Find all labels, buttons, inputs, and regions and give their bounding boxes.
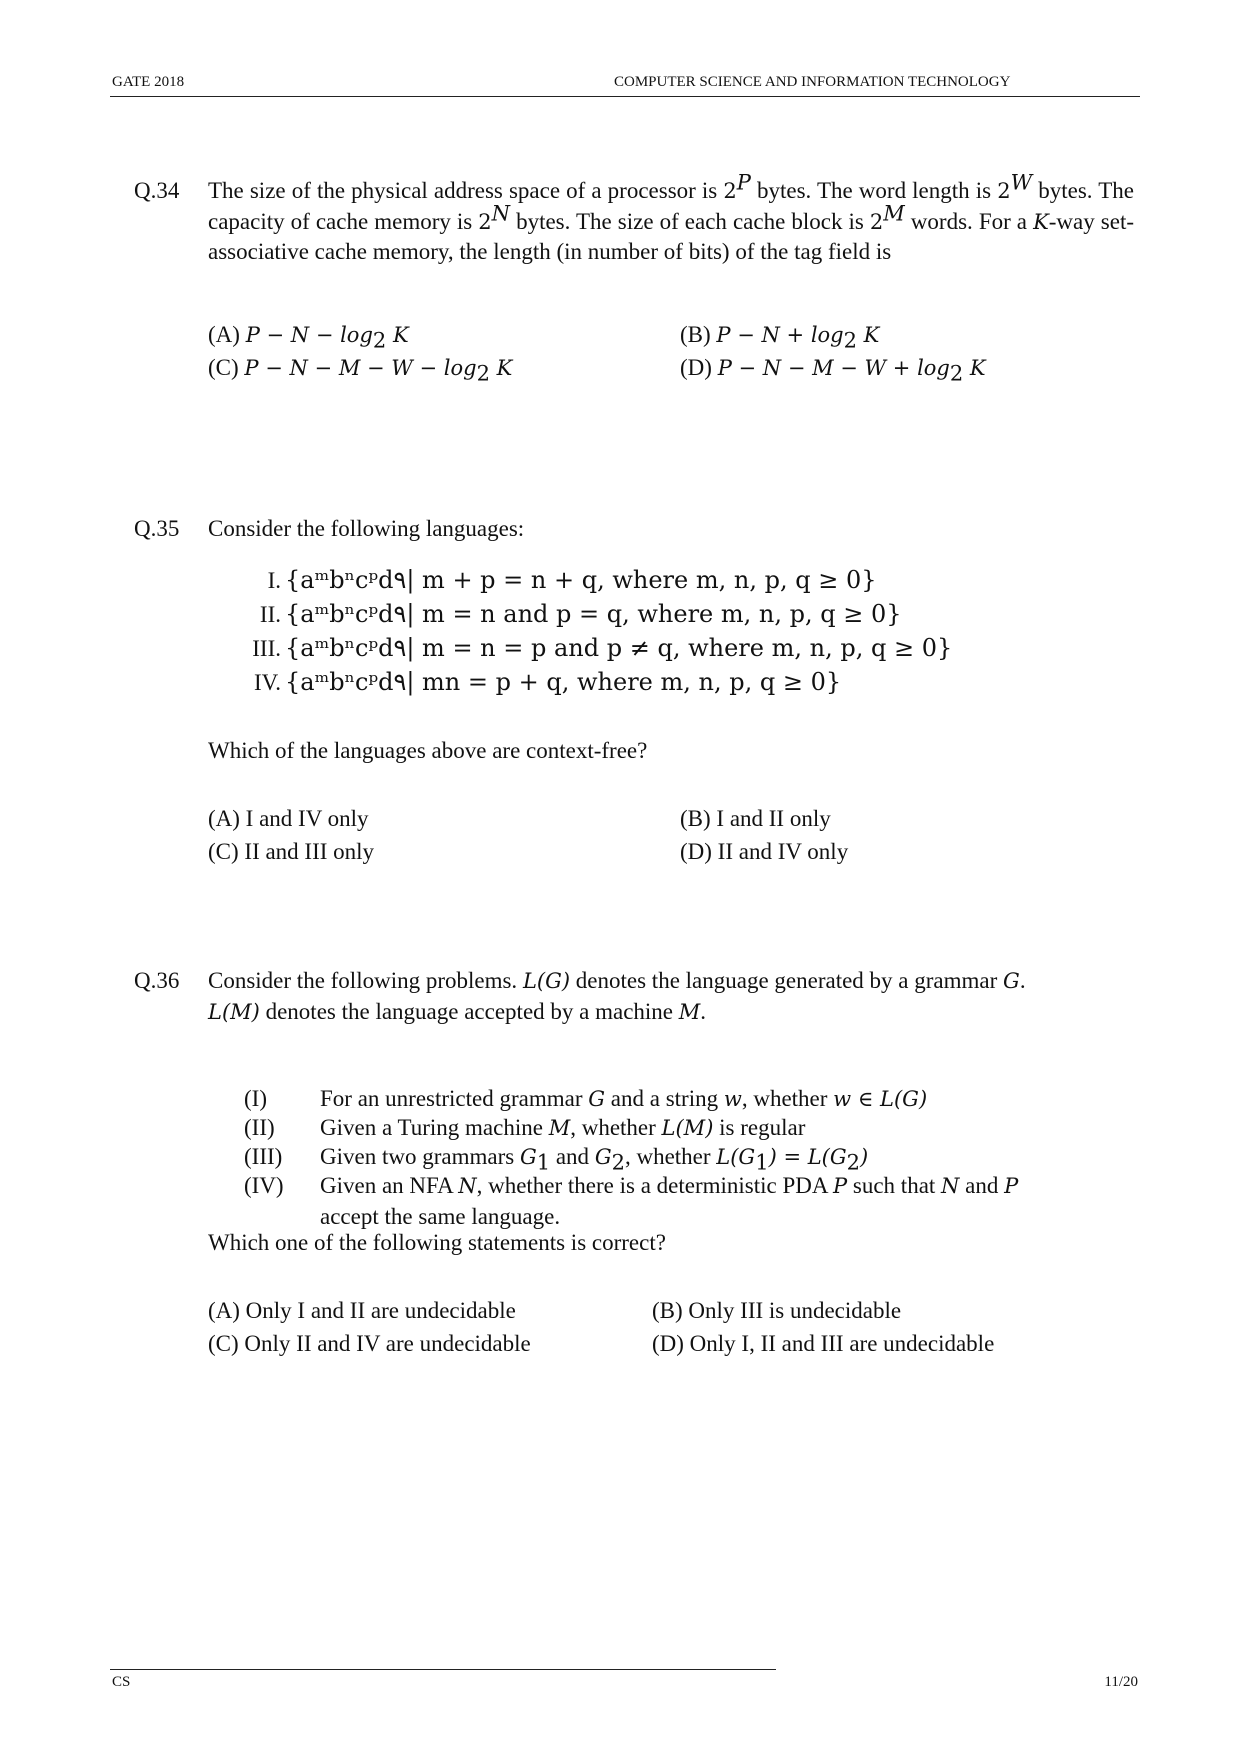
question-35 xyxy=(134,514,1134,884)
question-text: The size of the physical address space of a processor is $2^P$ bytes. The word length is $2^W$ bytes. The capacity of cache memory is $2^N$ bytes. The size of each cache block is $2^M$ words. For a K-way set-associative cache memory, the length (in number of bits) of the tag field is xyxy=(208,170,1134,264)
question-text: Which one of the following statements is correct? xyxy=(208,1230,666,1255)
answer-options xyxy=(208,1296,1134,1360)
intro-line-2: L(M) denotes the language accepted by a machine M. xyxy=(208,998,707,1024)
option-d[interactable]: (D) Only I, II and III are undecidable xyxy=(652,1331,995,1356)
option-c[interactable]: (C) $P - N - M - W - \log_2 K$ xyxy=(208,355,513,386)
option-c[interactable]: (C) II and III only xyxy=(208,839,375,864)
page-header xyxy=(110,74,1140,96)
option-b[interactable]: (B) I and II only xyxy=(680,806,831,831)
option-a[interactable]: (A) I and IV only xyxy=(208,806,369,831)
question-number: Q.35 xyxy=(134,516,180,541)
option-d[interactable]: (D) II and IV only xyxy=(680,839,849,864)
question-number: Q.36 xyxy=(134,968,180,993)
footer-rule xyxy=(110,1669,776,1670)
question-text: Which of the languages above are context-free? xyxy=(208,738,648,763)
question-36: Q.36 Consider the following problems. L(G) denotes the language generated by a grammar G. L(M) denotes the language accepted by a machine M. (I) For an unrestricted grammar G and a string w, whether w ∈ L(G) (II) Given a Turing machine M, whether L(M) is regular (III) Given two grammars $G_1$ and $G_2$, whether $L(G_1) = L(G_2)$ (IV) Given an NFA N, whether there is a deterministic PDA P such that N and P accept the same language. Which one of the following statements is correct? (A) Only I and II are undecidable (B) Only III is undecidable (C) Only II and IV are undecidable (D) Only I, II and III are undecidable xyxy=(134,966,1134,1366)
question-34 xyxy=(134,170,1134,416)
answer-options xyxy=(208,320,1134,384)
question-intro: Consider the following languages: xyxy=(208,516,525,541)
language-item: II. {aᵐbⁿcᵖd۹| m = n and p = q, where m, n, p, q ≥ 0} xyxy=(259,600,902,628)
language-item: I. {aᵐbⁿcᵖd۹| m + p = n + q, where m, n, p, q ≥ 0} xyxy=(267,566,877,594)
language-item: III. {aᵐbⁿcᵖd۹| m = n = p and p ≠ q, where m, n, p, q ≥ 0} xyxy=(252,634,953,662)
page-number: 11/20 xyxy=(1104,1674,1138,1690)
language-item: IV. {aᵐbⁿcᵖd۹| mn = p + q, where m, n, p, q ≥ 0} xyxy=(253,668,842,696)
option-a[interactable]: (A) $P - N - \log_2 K$ xyxy=(208,322,409,353)
option-a[interactable]: (A) Only I and II are undecidable xyxy=(208,1298,516,1323)
question-intro xyxy=(208,966,1134,1027)
question-number: Q.34 xyxy=(134,178,180,203)
answer-options xyxy=(208,804,1134,868)
option-b[interactable]: (B) Only III is undecidable xyxy=(652,1298,902,1323)
footer-paper-code: CS xyxy=(112,1674,131,1690)
option-b[interactable]: (B) $P - N + \log_2 K$ xyxy=(680,322,880,353)
header-exam-title: GATE 2018 xyxy=(112,74,185,90)
option-d[interactable]: (D) $P - N - M - W + \log_2 K$ xyxy=(680,355,986,386)
header-subject: COMPUTER SCIENCE AND INFORMATION TECHNOLOGY xyxy=(614,74,1011,90)
header-rule xyxy=(110,96,1140,97)
option-c[interactable]: (C) Only II and IV are undecidable xyxy=(208,1331,531,1356)
intro-line-1: Consider the following problems. L(G) denotes the language generated by a grammar G. xyxy=(208,968,1026,993)
